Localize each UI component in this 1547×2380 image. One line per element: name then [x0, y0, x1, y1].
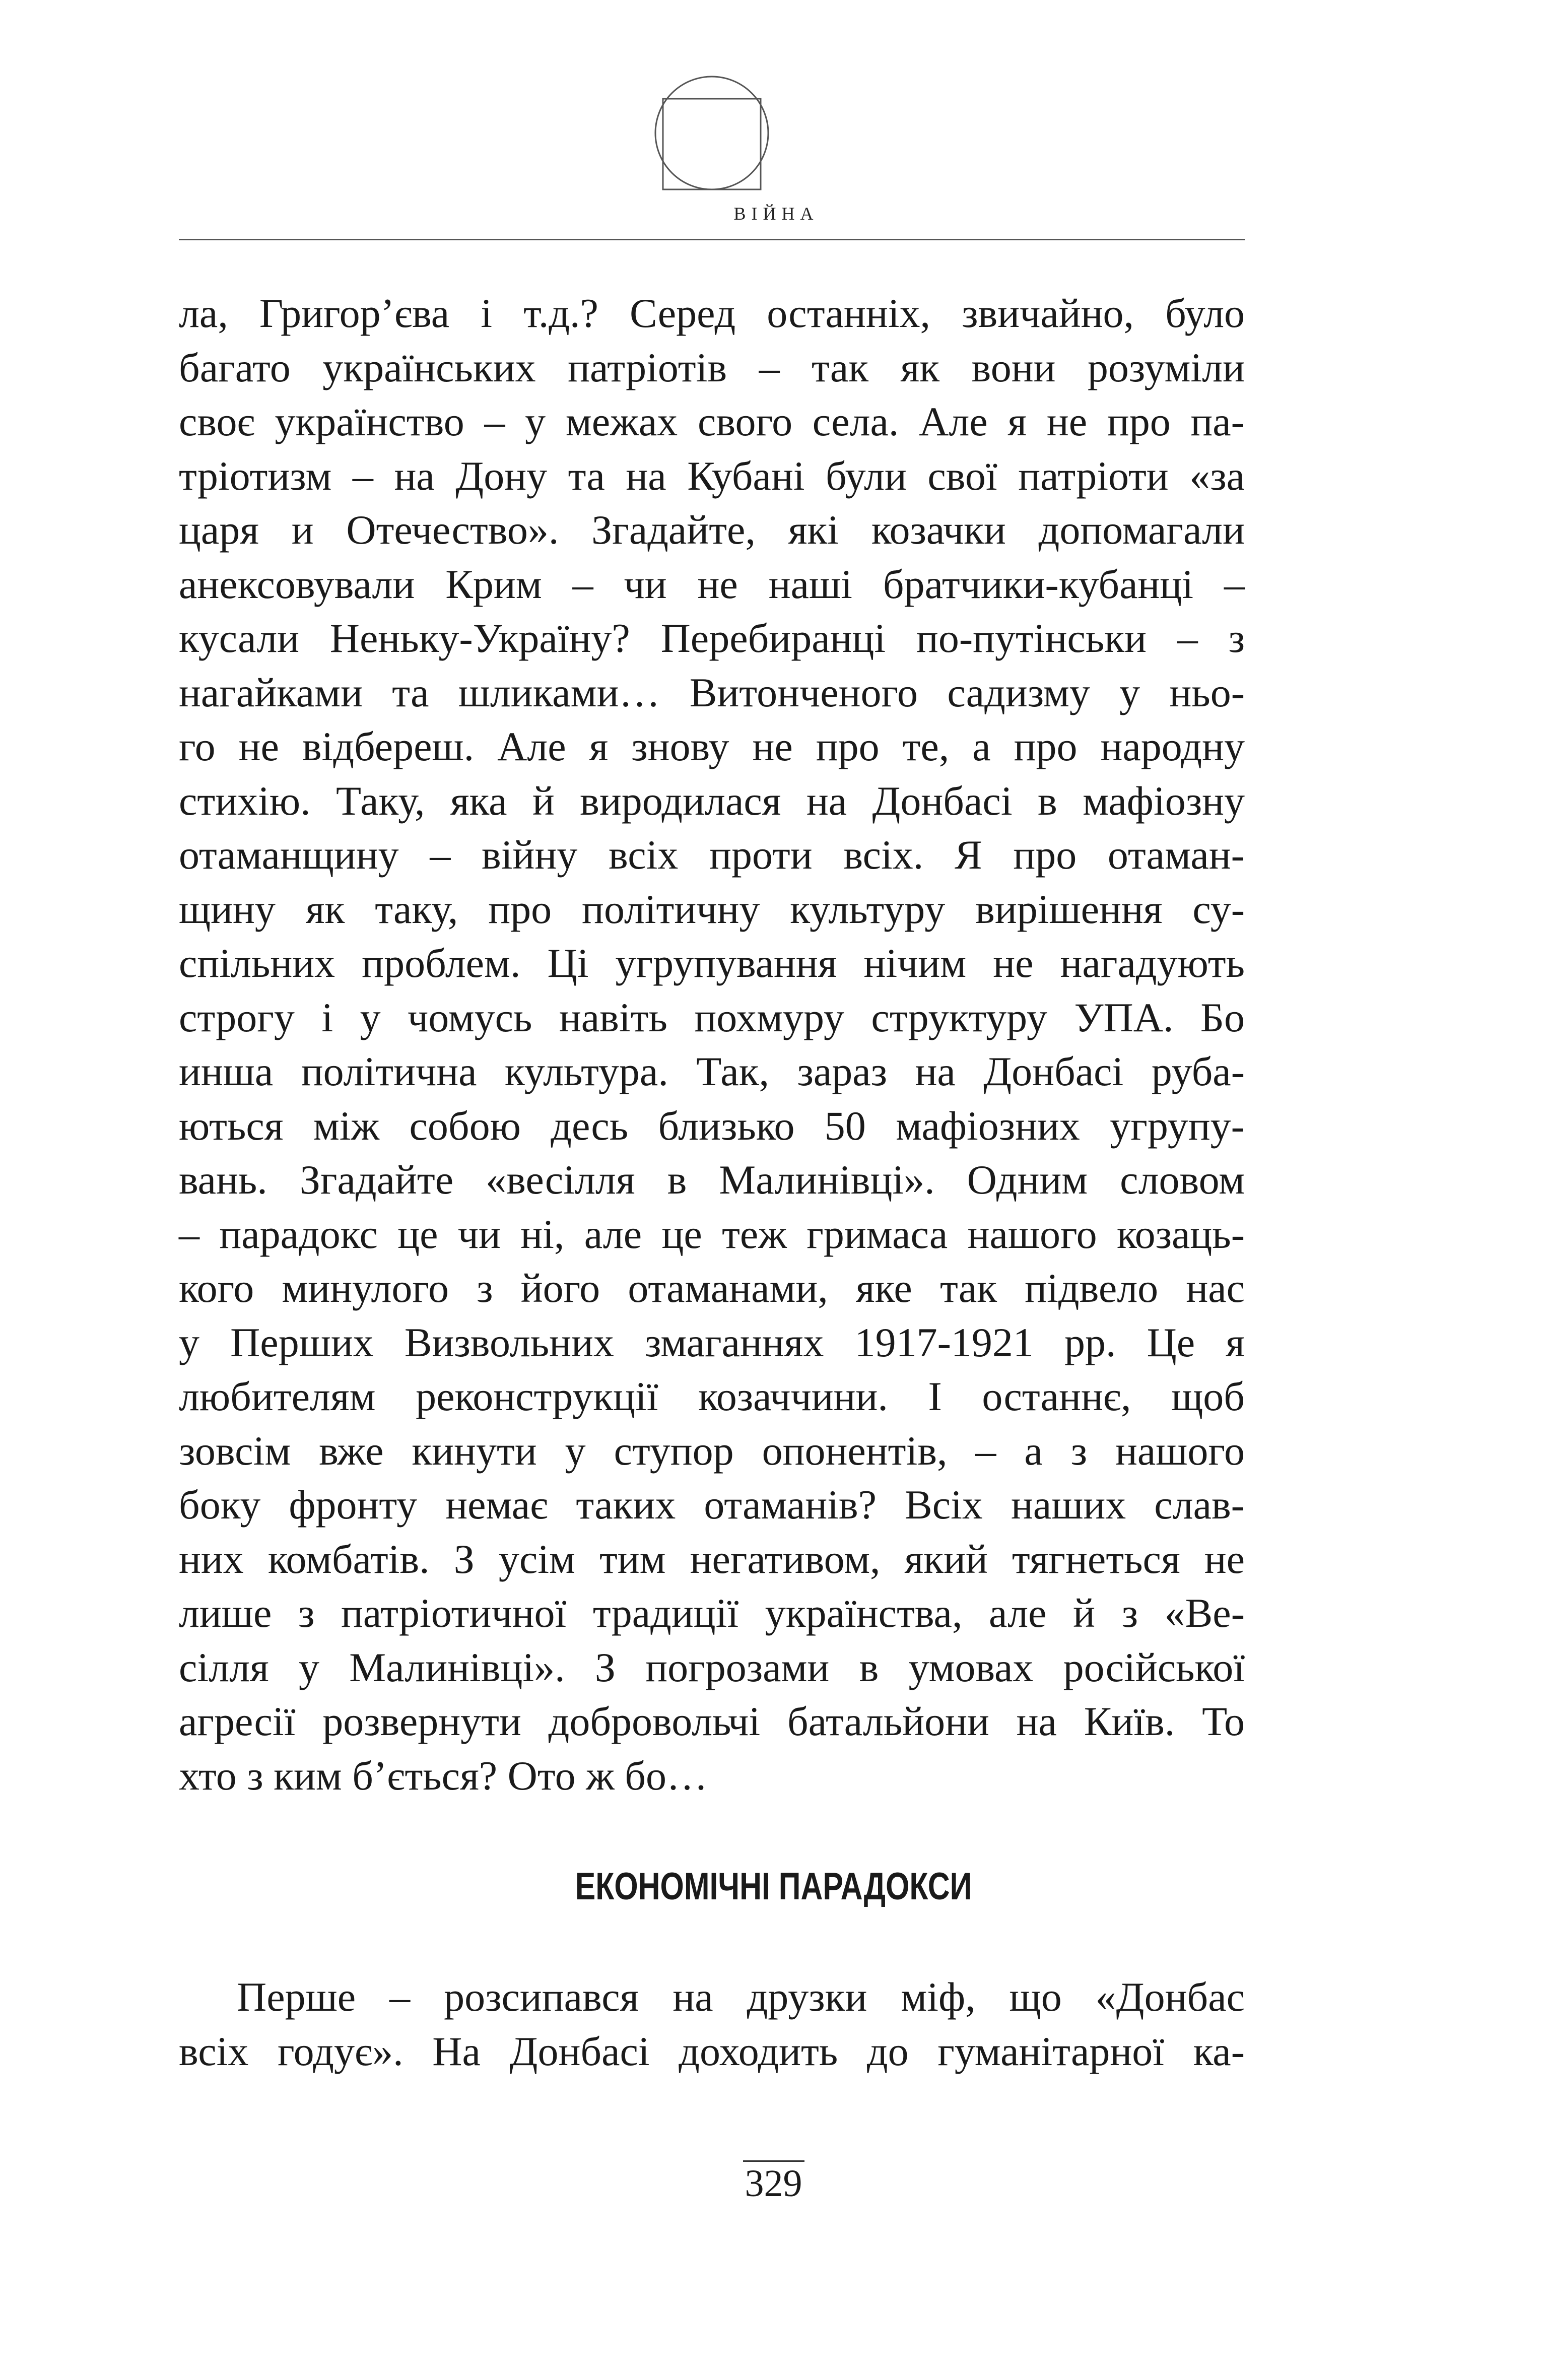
text-line: багато українських патріотів – так як вони розуміли: [179, 344, 1245, 390]
text-line: кого минулого з його отаманами, яке так підвело нас: [179, 1265, 1245, 1311]
text-line: Перше – розсипався на друзки міф, що «Донбас: [237, 1974, 1245, 2020]
text-line: отаманщину – війну всіх проти всіх. Я про отаман-: [179, 832, 1245, 878]
text-line: стихію. Таку, яка й виродилася на Донбасі в мафіозну: [179, 777, 1245, 824]
text-line: го не відбереш. Але я знову не про те, а про народну: [179, 723, 1245, 769]
text-line: зовсім вже кинути у ступор опонентів, – а з нашого: [179, 1427, 1245, 1474]
text-line: у Перших Визвольних змаганнях 1917-1921 рр. Це я: [179, 1319, 1245, 1365]
text-line: – парадокс це чи ні, але це теж гримаса нашого козаць-: [179, 1211, 1245, 1257]
circle-square-emblem-icon: [653, 75, 770, 191]
text-line: вань. Згадайте «весілля в Малинівці». Одним словом: [179, 1157, 1245, 1203]
text-line: любителям реконструкції козаччини. І останнє, щоб: [179, 1373, 1245, 1419]
section-heading: ЕКОНОМІЧНІ ПАРАДОКСИ: [575, 1865, 972, 1908]
text-line: инша політична культура. Так, зараз на Донбасі руба-: [179, 1048, 1245, 1094]
page-number: [0, 2160, 1547, 2206]
header-rule: [179, 239, 1245, 240]
text-line: своє українство – у межах свого села. Але я не про па-: [179, 399, 1245, 444]
page-number-value: 329: [743, 2160, 804, 2205]
text-line: щину як таку, про політичну культуру вирішення су-: [179, 886, 1245, 932]
text-line: строгу і у чомусь навіть похмуру структуру УПА. Бо: [179, 994, 1245, 1040]
text-line: лише з патріотичної традиції українства, але й з «Ве-: [179, 1590, 1245, 1636]
paragraph-1: [179, 286, 1245, 1803]
text-line: тріотизм – на Дону та на Кубані були свої патріоти «за: [179, 452, 1245, 499]
text-line: кусали Неньку-Україну? Перебиранці по-путінськи – з: [179, 615, 1245, 661]
text-line: нагайками та шликами… Витонченого садизму у ньо-: [179, 669, 1245, 715]
text-line: них комбатів. З усім тим негативом, який тягнеться не: [179, 1536, 1245, 1582]
text-line: царя и Отечество». Згадайте, які козачки допомагали: [179, 507, 1245, 553]
text-line: сілля у Малинівці». З погрозами в умовах російської: [179, 1644, 1245, 1690]
text-line: ла, Григор’єва і т.д.? Серед останніх, звичайно, було: [179, 290, 1245, 336]
text-line: ються між собою десь близько 50 мафіозних угрупу-: [179, 1102, 1245, 1149]
text-line: хто з ким б’ється? Ото ж бо…: [179, 1752, 708, 1799]
text-line: анексовували Крим – чи не наші братчики-кубанці –: [179, 561, 1245, 607]
text-line: всіх годує». На Донбасі доходить до гуманітарної ка-: [179, 2028, 1245, 2074]
text-line: агресії розвернути добровольчі батальйони на Київ. То: [179, 1698, 1245, 1744]
running-head: ВІЙНА: [733, 204, 819, 224]
text-line: спільних проблем. Ці угрупування нічим не нагадують: [179, 940, 1245, 986]
text-line: боку фронту немає таких отаманів? Всіх наших слав-: [179, 1482, 1245, 1528]
paragraph-2: [179, 1970, 1245, 2078]
